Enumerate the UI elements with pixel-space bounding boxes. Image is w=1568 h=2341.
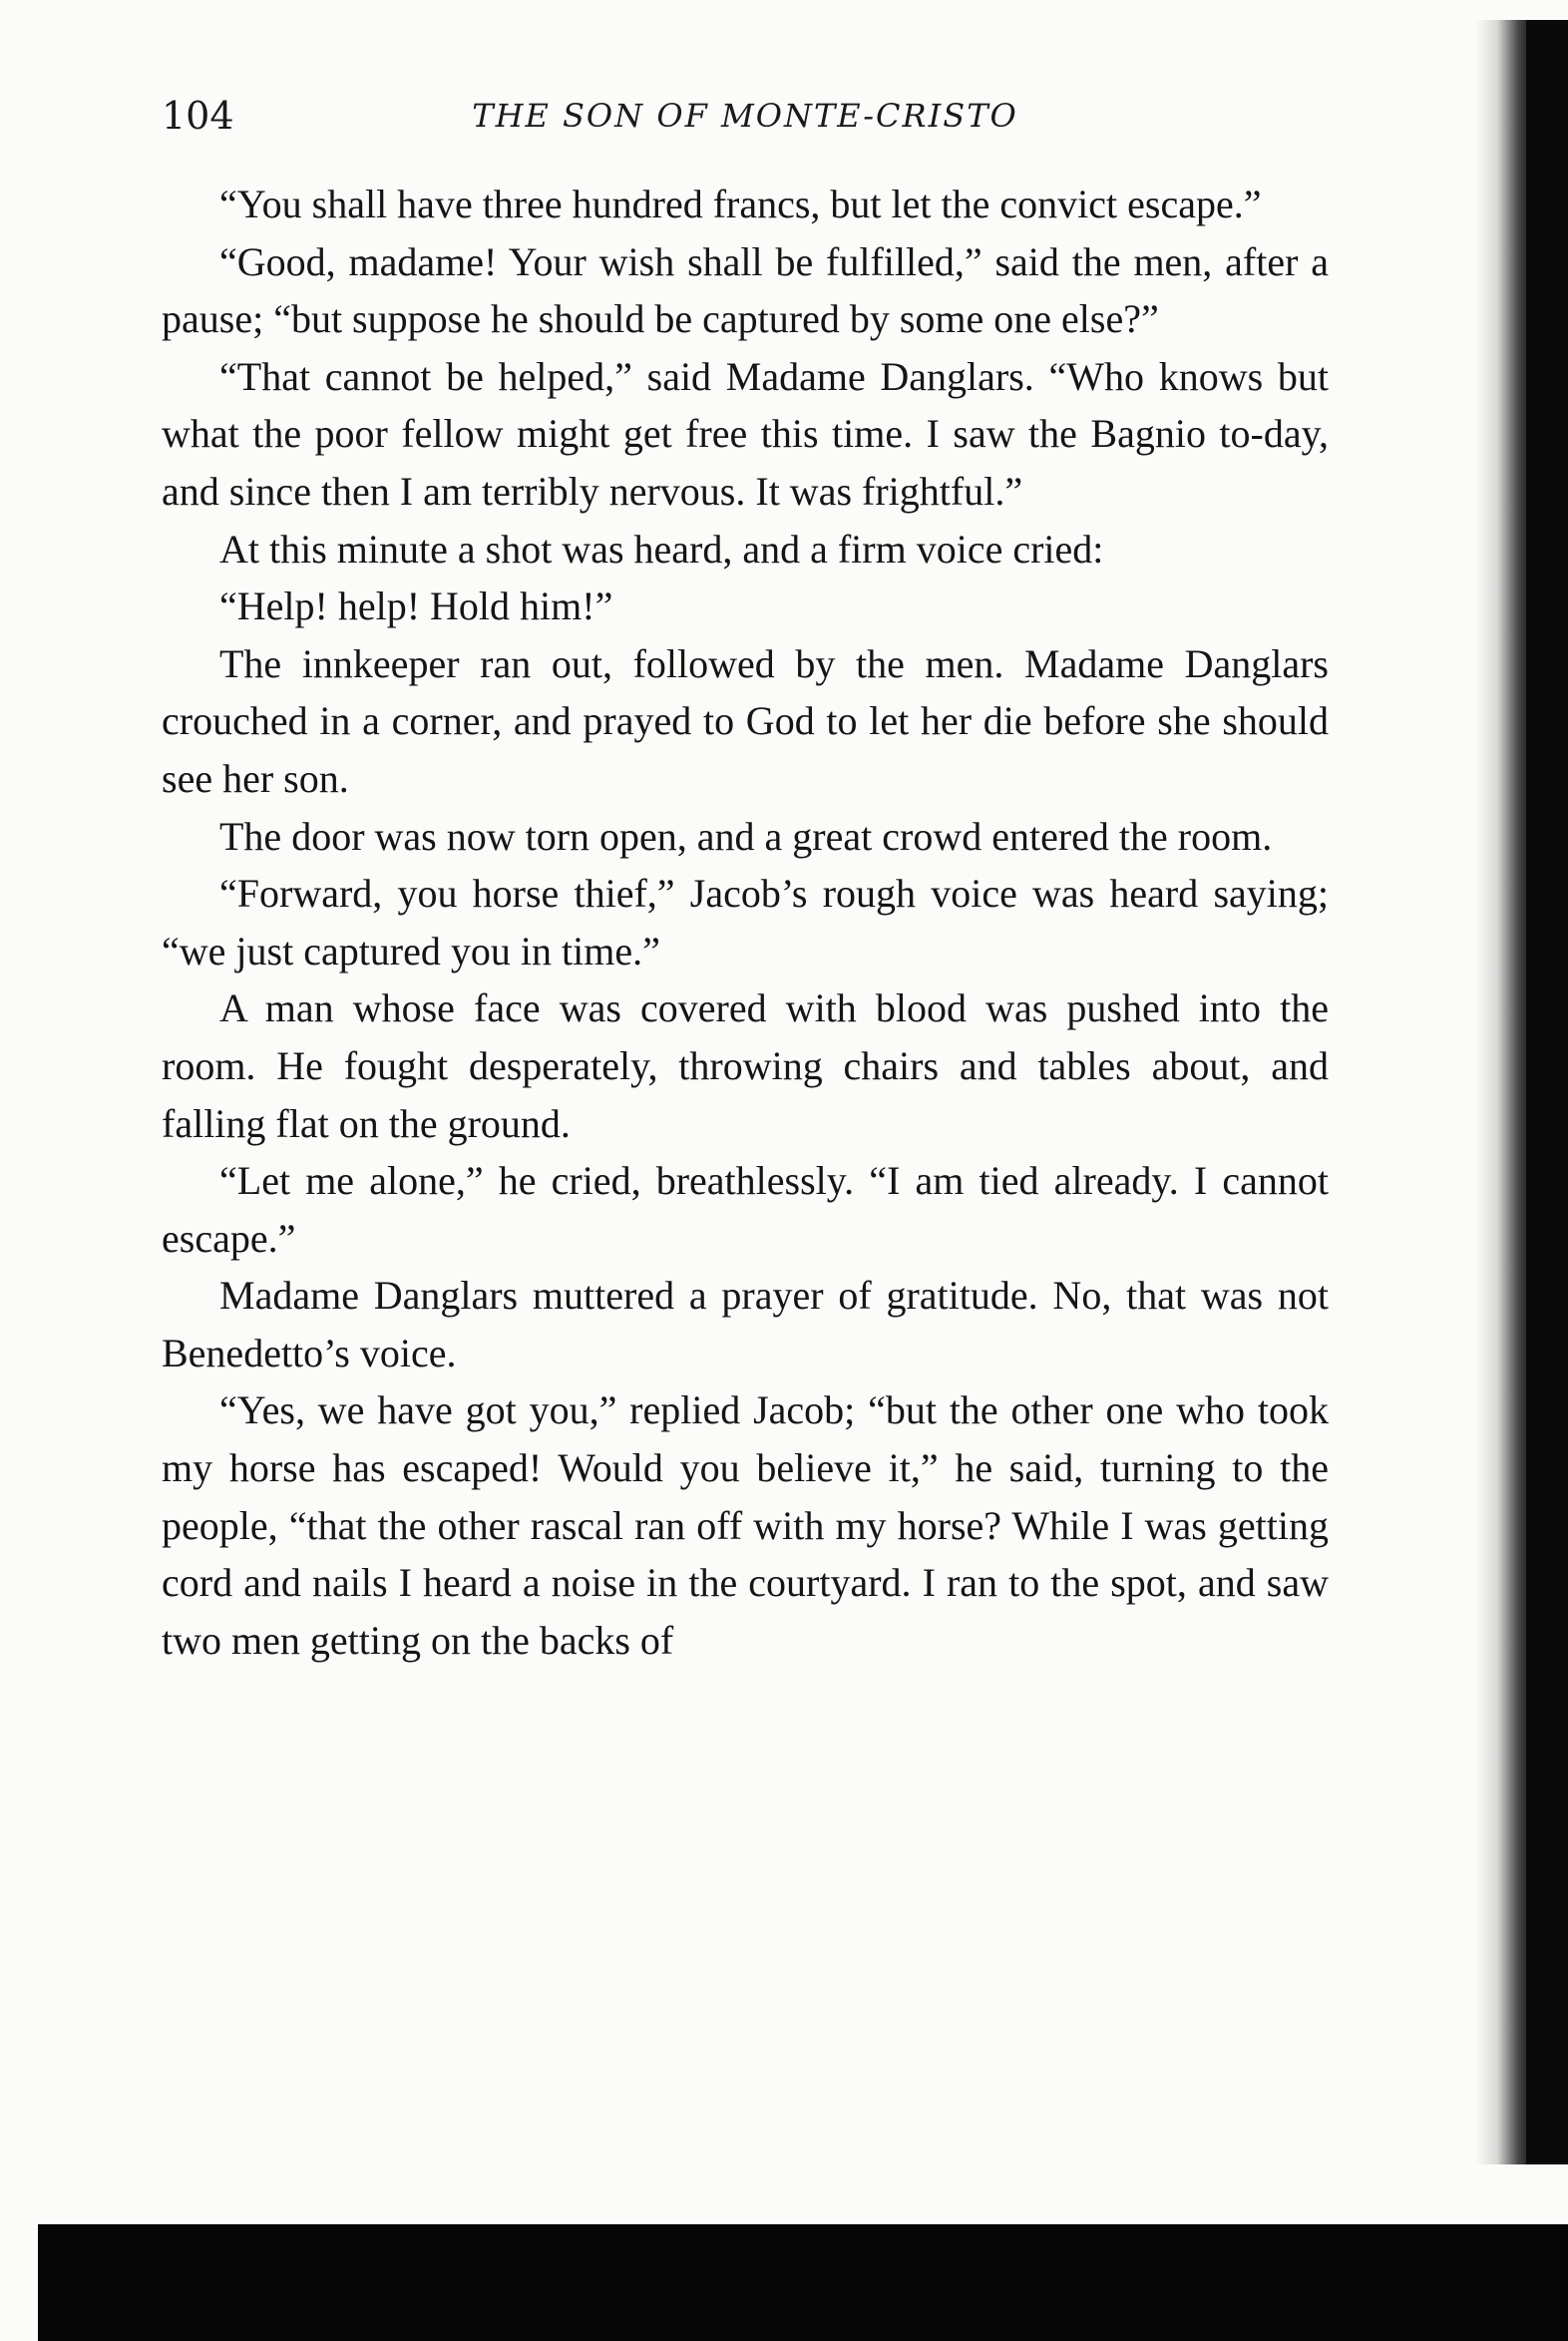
paragraph: At this minute a shot was heard, and a firm voice cried: xyxy=(219,526,1104,572)
paragraph: “Yes, we have got you,” replied Jacob; “but the other one who took my horse has escaped! Would you believe it,” he said, turning to the people, “that the other rascal ran off with my horse? While I was getting cord and nails I heard a noise in the courtyard. I ran to the spot, and saw two men getting on the backs of xyxy=(162,1387,1329,1663)
body-text xyxy=(162,176,1329,1669)
scan-bottom-edge xyxy=(38,2224,1568,2341)
paragraph: “Let me alone,” he cried, breathlessly. “I am tied already. I cannot escape.” xyxy=(162,1158,1329,1261)
binding-edge xyxy=(1526,20,1568,2164)
paragraph: “You shall have three hundred francs, but let the convict escape.” xyxy=(219,182,1262,226)
page-header xyxy=(162,88,1329,144)
paragraph: “Good, madame! Your wish shall be fulfilled,” said the men, after a pause; “but suppose he should be captured by some one else?” xyxy=(162,238,1329,342)
running-head: THE SON OF MONTE-CRISTO xyxy=(472,97,1018,135)
paragraph: The innkeeper ran out, followed by the men. Madame Danglars crouched in a corner, and prayed to God to let her die before she should see her son. xyxy=(162,640,1329,801)
paragraph: A man whose face was covered with blood was pushed into the room. He fought desperately, throwing chairs and tables about, and falling flat on the ground. xyxy=(162,985,1329,1146)
paragraph: “Forward, you horse thief,” Jacob’s rough voice was heard saying; “we just captured you in time.” xyxy=(162,871,1329,974)
paragraph: “That cannot be helped,” said Madame Danglars. “Who knows but what the poor fellow might get free this time. I saw the Bagnio to-day, and since then I am terribly nervous. It was frightful.” xyxy=(162,353,1329,514)
page-number: 104 xyxy=(162,94,234,138)
paragraph: The door was now torn open, and a great crowd entered the room. xyxy=(219,813,1273,859)
paragraph: “Help! help! Hold him!” xyxy=(219,584,613,629)
paragraph: Madame Danglars muttered a prayer of gratitude. No, that was not Benedetto’s voice. xyxy=(162,1273,1329,1375)
